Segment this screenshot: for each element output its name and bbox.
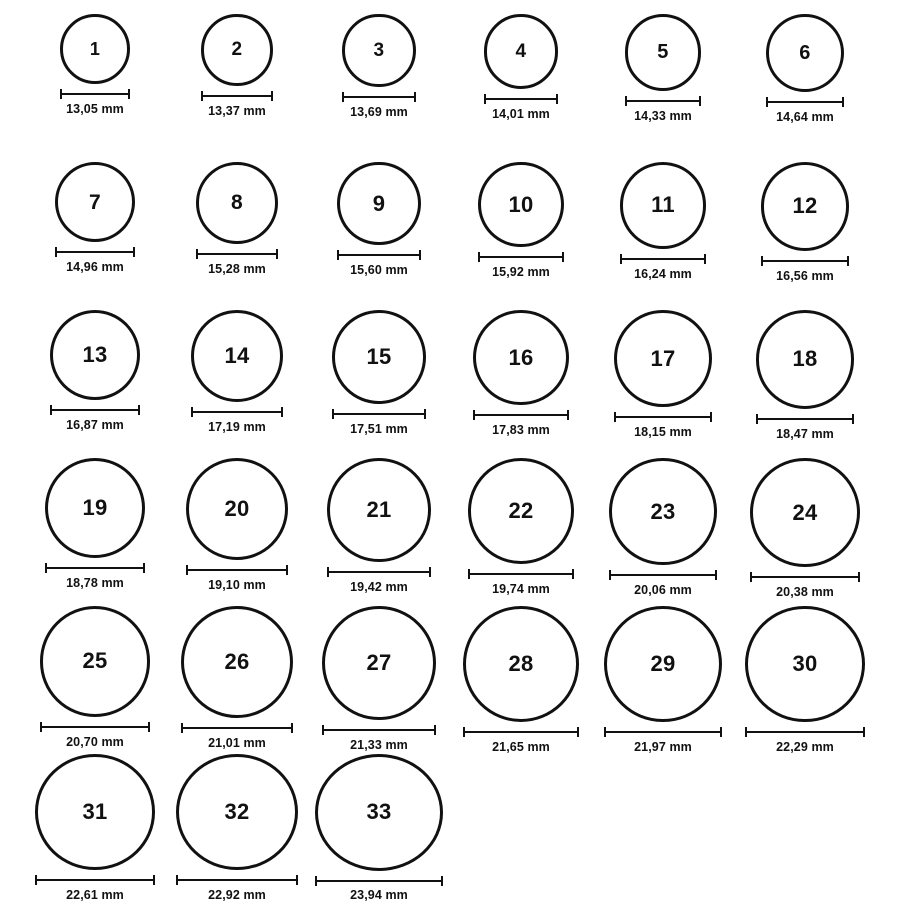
- ring-circle: [604, 606, 722, 722]
- ring-number: 30: [792, 651, 818, 677]
- measure-cap-right-icon: [577, 727, 579, 737]
- measure-line: [463, 731, 579, 733]
- ring-number: 1: [89, 38, 101, 59]
- diameter-label: 19,42 mm: [350, 579, 408, 594]
- ring-size-item: [450, 310, 592, 458]
- ring-number: 10: [508, 191, 534, 217]
- diameter-label: 21,01 mm: [208, 736, 266, 751]
- diameter-measure-bar: [614, 412, 711, 421]
- diameter-measure-bar: [40, 722, 151, 731]
- diameter-measure-bar: [315, 876, 443, 884]
- diameter-label: 18,47 mm: [776, 426, 834, 441]
- diameter-label: 20,70 mm: [66, 734, 124, 749]
- ring-size-item: [450, 14, 592, 162]
- ring-circle: [332, 310, 426, 404]
- measure-cap-right-icon: [852, 414, 854, 424]
- measure-line: [761, 260, 850, 262]
- measure-line: [322, 729, 436, 731]
- diameter-label: 15,92 mm: [492, 265, 550, 280]
- diameter-measure-bar: [327, 567, 431, 576]
- measure-line: [186, 569, 288, 571]
- measure-cap-right-icon: [842, 97, 844, 107]
- ring-number: 33: [366, 799, 392, 825]
- measure-line: [604, 731, 722, 733]
- measure-line: [45, 567, 145, 569]
- measure-line: [315, 880, 443, 882]
- measure-line: [620, 258, 707, 260]
- measure-cap-left-icon: [201, 91, 203, 101]
- measure-cap-right-icon: [434, 725, 436, 735]
- diameter-measure-bar: [201, 91, 273, 100]
- diameter-label: 14,01 mm: [492, 106, 550, 121]
- measure-line: [40, 726, 151, 728]
- ring-size-item: [166, 162, 308, 310]
- diameter-label: 16,87 mm: [66, 418, 124, 433]
- ring-circle: [756, 310, 855, 409]
- measure-line: [55, 251, 135, 253]
- measure-cap-left-icon: [463, 727, 465, 737]
- ring-number: 17: [650, 345, 676, 371]
- ring-number: 20: [224, 496, 250, 522]
- ring-size-item: [592, 162, 734, 310]
- diameter-label: 14,96 mm: [66, 260, 124, 275]
- ring-circle: [176, 754, 299, 870]
- diameter-label: 13,37 mm: [208, 103, 266, 118]
- ring-number: 21: [366, 496, 392, 522]
- measure-cap-left-icon: [604, 727, 606, 737]
- diameter-label: 17,83 mm: [492, 423, 550, 438]
- diameter-measure-bar: [176, 875, 299, 884]
- measure-cap-right-icon: [572, 569, 574, 579]
- diameter-label: 14,64 mm: [776, 110, 834, 125]
- measure-cap-left-icon: [60, 89, 62, 99]
- ring-size-item: [308, 162, 450, 310]
- measure-cap-right-icon: [148, 722, 150, 732]
- diameter-label: 19,10 mm: [208, 578, 266, 593]
- ring-size-item: [734, 606, 876, 754]
- diameter-label: 19,74 mm: [492, 581, 550, 596]
- ring-size-item: [450, 606, 592, 754]
- ring-number: 23: [650, 498, 676, 524]
- measure-cap-left-icon: [327, 567, 329, 577]
- measure-cap-left-icon: [55, 247, 57, 257]
- diameter-measure-bar: [745, 727, 864, 736]
- diameter-label: 16,56 mm: [776, 268, 834, 283]
- measure-cap-left-icon: [745, 727, 747, 737]
- measure-cap-left-icon: [50, 405, 52, 415]
- ring-size-item: [734, 310, 876, 458]
- measure-cap-left-icon: [473, 410, 475, 420]
- measure-cap-right-icon: [858, 572, 860, 582]
- ring-number: 7: [89, 190, 101, 214]
- measure-cap-right-icon: [271, 91, 273, 101]
- ring-number: 19: [82, 495, 108, 521]
- ring-circle: [342, 14, 415, 87]
- diameter-label: 22,92 mm: [208, 888, 266, 902]
- measure-cap-left-icon: [756, 414, 758, 424]
- diameter-measure-bar: [761, 256, 850, 265]
- diameter-measure-bar: [35, 875, 156, 884]
- ring-circle: [196, 162, 278, 244]
- ring-circle: [327, 458, 431, 562]
- measure-cap-right-icon: [281, 407, 283, 417]
- ring-size-item: [24, 162, 166, 310]
- ring-size-item: [24, 606, 166, 754]
- ring-number: 25: [82, 648, 108, 674]
- ring-size-item: [24, 458, 166, 606]
- diameter-label: 23,94 mm: [350, 888, 408, 902]
- ring-size-item: [592, 606, 734, 754]
- measure-cap-right-icon: [556, 94, 558, 104]
- ring-size-item: [308, 14, 450, 162]
- measure-line: [191, 411, 283, 413]
- measure-cap-left-icon: [196, 249, 198, 259]
- ring-circle: [337, 162, 420, 245]
- measure-cap-left-icon: [761, 256, 763, 266]
- measure-line: [745, 731, 864, 733]
- ring-circle: [55, 162, 135, 242]
- measure-line: [60, 93, 130, 95]
- measure-line: [766, 101, 844, 103]
- measure-line: [478, 256, 563, 258]
- measure-line: [614, 416, 711, 418]
- measure-cap-left-icon: [468, 569, 470, 579]
- measure-cap-left-icon: [191, 407, 193, 417]
- measure-line: [625, 100, 702, 102]
- diameter-measure-bar: [60, 89, 130, 98]
- measure-cap-left-icon: [478, 252, 480, 262]
- diameter-label: 16,24 mm: [634, 266, 692, 281]
- diameter-measure-bar: [604, 727, 722, 736]
- diameter-measure-bar: [463, 727, 579, 736]
- ring-circle: [473, 310, 568, 405]
- ring-circle: [620, 162, 707, 249]
- diameter-measure-bar: [186, 565, 288, 574]
- ring-circle: [201, 14, 273, 86]
- measure-line: [756, 418, 855, 420]
- ring-number: 5: [657, 41, 669, 64]
- measure-line: [473, 414, 568, 416]
- measure-line: [342, 96, 415, 98]
- diameter-label: 13,05 mm: [66, 101, 124, 116]
- ring-number: 27: [366, 650, 392, 676]
- diameter-measure-bar: [50, 405, 140, 414]
- diameter-measure-bar: [750, 572, 859, 581]
- measure-line: [176, 879, 299, 881]
- ring-size-item: [166, 14, 308, 162]
- ring-size-item: [308, 754, 450, 902]
- measure-cap-left-icon: [35, 875, 37, 885]
- ring-circle: [322, 606, 436, 720]
- diameter-label: 17,19 mm: [208, 419, 266, 434]
- measure-cap-right-icon: [143, 563, 145, 573]
- measure-cap-right-icon: [414, 92, 416, 102]
- ring-size-item: [308, 458, 450, 606]
- ring-number: 11: [651, 192, 675, 218]
- measure-cap-left-icon: [322, 725, 324, 735]
- measure-cap-left-icon: [181, 723, 183, 733]
- measure-line: [181, 727, 293, 729]
- ring-number: 13: [82, 342, 108, 368]
- ring-size-item: [592, 310, 734, 458]
- ring-circle: [478, 162, 563, 247]
- ring-size-item: [450, 162, 592, 310]
- diameter-measure-bar: [196, 249, 278, 258]
- diameter-measure-bar: [332, 409, 426, 418]
- diameter-label: 21,97 mm: [634, 740, 692, 754]
- ring-number: 2: [231, 39, 243, 61]
- measure-cap-right-icon: [424, 409, 426, 419]
- diameter-measure-bar: [478, 252, 563, 261]
- ring-number: 24: [792, 499, 818, 525]
- measure-cap-right-icon: [276, 249, 278, 259]
- diameter-label: 17,51 mm: [350, 421, 408, 436]
- measure-cap-right-icon: [296, 875, 298, 885]
- measure-cap-right-icon: [567, 410, 569, 420]
- diameter-label: 15,60 mm: [350, 263, 408, 278]
- diameter-label: 22,61 mm: [66, 888, 124, 902]
- diameter-label: 21,65 mm: [492, 739, 550, 754]
- measure-cap-left-icon: [766, 97, 768, 107]
- measure-line: [327, 571, 431, 573]
- ring-circle: [750, 458, 859, 567]
- measure-cap-left-icon: [620, 254, 622, 264]
- diameter-measure-bar: [45, 563, 145, 572]
- ring-number: 29: [650, 651, 676, 677]
- measure-cap-left-icon: [342, 92, 344, 102]
- ring-size-item: [734, 458, 876, 606]
- ring-circle: [609, 458, 716, 565]
- measure-line: [196, 253, 278, 255]
- measure-cap-right-icon: [133, 247, 135, 257]
- ring-number: 8: [231, 191, 243, 215]
- measure-cap-right-icon: [429, 567, 431, 577]
- ring-size-item: [166, 310, 308, 458]
- ring-circle: [463, 606, 579, 722]
- ring-number: 15: [366, 343, 392, 369]
- diameter-measure-bar: [342, 92, 415, 101]
- diameter-measure-bar: [473, 410, 568, 419]
- ring-circle: [315, 754, 443, 871]
- ring-circle: [50, 310, 140, 400]
- ring-size-item: [24, 754, 166, 902]
- ring-number: 3: [373, 40, 385, 62]
- ring-size-item: [166, 754, 308, 902]
- ring-size-item: [592, 458, 734, 606]
- ring-number: 26: [224, 649, 250, 675]
- measure-cap-left-icon: [45, 563, 47, 573]
- measure-cap-left-icon: [337, 250, 339, 260]
- measure-line: [332, 413, 426, 415]
- measure-cap-left-icon: [176, 875, 178, 885]
- ring-circle: [625, 14, 702, 91]
- ring-circle: [60, 14, 130, 84]
- measure-line: [750, 576, 859, 578]
- ring-size-item: [24, 310, 166, 458]
- ring-number: 18: [792, 346, 818, 372]
- diameter-measure-bar: [609, 570, 716, 579]
- measure-cap-right-icon: [720, 727, 722, 737]
- diameter-measure-bar: [322, 725, 436, 734]
- measure-cap-left-icon: [609, 570, 611, 580]
- measure-cap-left-icon: [315, 876, 317, 886]
- measure-line: [50, 409, 140, 411]
- diameter-measure-bar: [756, 414, 855, 423]
- measure-cap-right-icon: [699, 96, 701, 106]
- ring-circle: [35, 754, 156, 870]
- ring-circle: [45, 458, 145, 558]
- diameter-measure-bar: [337, 250, 420, 259]
- ring-number: 6: [799, 42, 811, 65]
- measure-cap-right-icon: [441, 876, 443, 886]
- diameter-label: 15,28 mm: [208, 261, 266, 276]
- measure-cap-right-icon: [704, 254, 706, 264]
- measure-line: [468, 573, 574, 575]
- diameter-measure-bar: [468, 569, 574, 578]
- measure-cap-right-icon: [710, 412, 712, 422]
- measure-cap-left-icon: [625, 96, 627, 106]
- measure-cap-left-icon: [614, 412, 616, 422]
- diameter-label: 20,38 mm: [776, 585, 834, 600]
- measure-cap-left-icon: [40, 722, 42, 732]
- ring-size-item: [308, 310, 450, 458]
- measure-cap-left-icon: [750, 572, 752, 582]
- ring-circle: [40, 606, 151, 717]
- ring-size-item: [592, 14, 734, 162]
- diameter-label: 20,06 mm: [634, 583, 692, 598]
- measure-cap-right-icon: [562, 252, 564, 262]
- measure-cap-right-icon: [153, 875, 155, 885]
- measure-cap-right-icon: [138, 405, 140, 415]
- ring-size-item: [24, 14, 166, 162]
- measure-cap-right-icon: [128, 89, 130, 99]
- ring-circle: [484, 14, 559, 89]
- diameter-measure-bar: [55, 247, 135, 256]
- ring-circle: [614, 310, 711, 407]
- measure-cap-right-icon: [419, 250, 421, 260]
- ring-number: 22: [508, 497, 534, 523]
- measure-cap-left-icon: [186, 565, 188, 575]
- ring-circle: [468, 458, 574, 564]
- ring-circle: [745, 606, 864, 722]
- measure-cap-right-icon: [715, 570, 717, 580]
- measure-line: [337, 254, 420, 256]
- ring-circle: [181, 606, 293, 718]
- ring-circle: [766, 14, 844, 92]
- ring-size-item: [450, 458, 592, 606]
- measure-cap-right-icon: [291, 723, 293, 733]
- ring-number: 28: [508, 650, 534, 676]
- ring-size-item: [734, 162, 876, 310]
- measure-line: [484, 98, 559, 100]
- ring-number: 4: [515, 40, 527, 62]
- ring-size-item: [308, 606, 450, 754]
- measure-cap-left-icon: [332, 409, 334, 419]
- ring-number: 32: [224, 799, 250, 825]
- diameter-measure-bar: [191, 407, 283, 416]
- ring-number: 12: [792, 193, 818, 219]
- ring-number: 9: [372, 190, 386, 216]
- measure-line: [201, 95, 273, 97]
- diameter-measure-bar: [181, 723, 293, 732]
- measure-cap-right-icon: [286, 565, 288, 575]
- diameter-measure-bar: [625, 96, 702, 105]
- diameter-label: 18,15 mm: [634, 425, 692, 440]
- diameter-label: 22,29 mm: [776, 740, 834, 754]
- measure-cap-left-icon: [484, 94, 486, 104]
- ring-circle: [186, 458, 288, 560]
- ring-circle: [191, 310, 283, 402]
- ring-size-item: [166, 458, 308, 606]
- ring-size-item: [734, 14, 876, 162]
- diameter-label: 14,33 mm: [634, 108, 692, 123]
- diameter-measure-bar: [484, 94, 559, 103]
- diameter-label: 21,33 mm: [350, 738, 408, 753]
- diameter-measure-bar: [766, 97, 844, 106]
- ring-size-item: [166, 606, 308, 754]
- ring-circle: [761, 162, 850, 251]
- diameter-label: 13,69 mm: [350, 105, 408, 120]
- measure-line: [609, 574, 716, 576]
- diameter-measure-bar: [620, 254, 707, 263]
- ring-number: 14: [224, 342, 250, 368]
- ring-number: 16: [508, 344, 534, 370]
- measure-cap-right-icon: [847, 256, 849, 266]
- diameter-label: 18,78 mm: [66, 576, 124, 591]
- ring-number: 31: [82, 799, 108, 825]
- measure-cap-right-icon: [863, 727, 865, 737]
- measure-line: [35, 879, 156, 881]
